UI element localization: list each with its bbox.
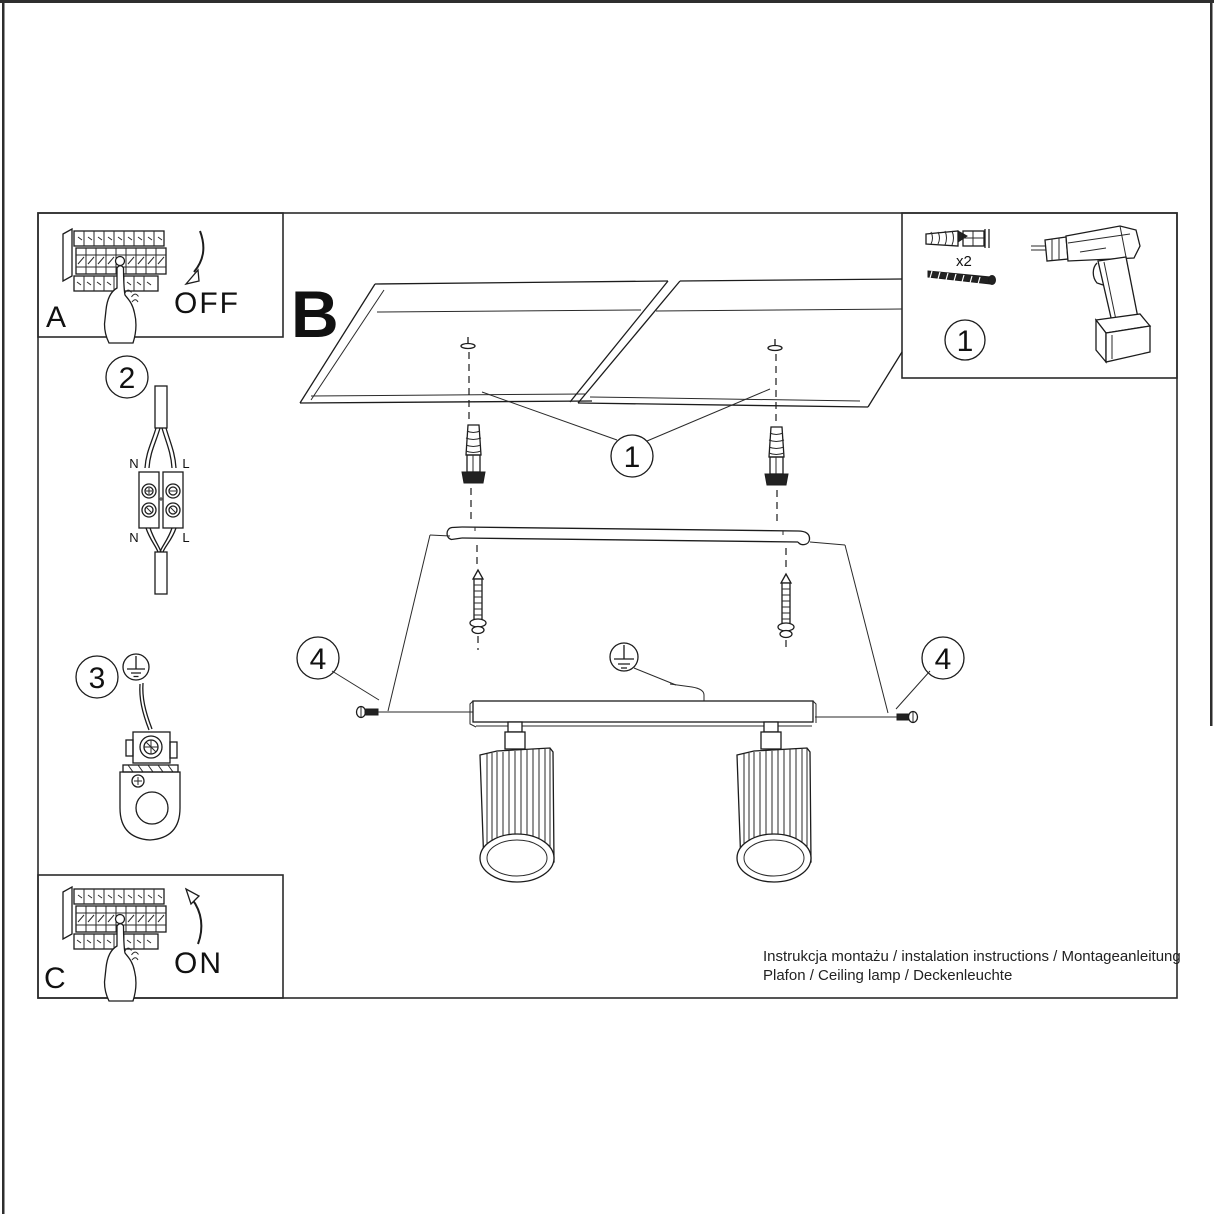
footer-line-2: Plafon / Ceiling lamp / Deckenleuchte <box>763 967 1013 984</box>
anchor-chain-left <box>462 352 486 650</box>
step-2-wiring <box>106 356 190 594</box>
lamp-head-right <box>737 722 811 882</box>
label-n-bottom: N <box>129 530 139 545</box>
parts-legend <box>926 226 1150 362</box>
callout-1 <box>482 389 770 477</box>
arrow-down-icon <box>186 231 203 284</box>
step-3-number: 3 <box>88 662 106 695</box>
anchor-quantity: x2 <box>956 253 972 270</box>
label-n-top: N <box>129 456 139 471</box>
anchor-chain-right <box>765 354 794 652</box>
side-screw-right <box>815 712 918 723</box>
step-4-number-right: 4 <box>934 643 952 676</box>
mounting-plate <box>120 765 180 840</box>
side-screw-left <box>357 707 474 718</box>
on-label: ON <box>174 947 223 980</box>
label-l-top: L <box>182 456 190 471</box>
lamp-wire <box>670 684 704 701</box>
wall-anchor-right <box>765 427 788 485</box>
step-3-grounding <box>76 654 180 840</box>
lamp-base-bar <box>473 701 813 722</box>
wall-plug-icon <box>926 229 989 248</box>
mounting-screw-right <box>778 574 794 638</box>
off-label: OFF <box>174 287 240 320</box>
lamp-ground-symbol <box>610 643 676 685</box>
step-4-number-left: 4 <box>309 643 327 676</box>
parts-step-number: 1 <box>956 325 974 358</box>
footer-text <box>763 948 1181 984</box>
wall-anchor-left <box>462 425 485 483</box>
step-2-number: 2 <box>118 362 136 395</box>
ceiling-panels <box>300 279 902 407</box>
cable-bottom <box>155 552 167 594</box>
ceiling-lamp <box>470 684 816 882</box>
main-frame <box>38 213 1177 998</box>
lamp-head-left <box>480 722 554 882</box>
step-1-number: 1 <box>623 441 641 474</box>
section-b-label: B <box>291 277 339 351</box>
arrow-up-icon <box>186 889 201 944</box>
ground-symbol-icon <box>123 654 149 680</box>
ceiling-hole-left <box>461 337 475 349</box>
label-l-bottom: L <box>182 530 190 545</box>
terminal-block <box>139 472 183 528</box>
box-c-label: C <box>44 962 66 995</box>
ground-terminal <box>126 732 177 763</box>
step-c-power-on <box>44 887 223 1001</box>
footer-line-1: Instrukcja montażu / instalation instructions / Montageanleitung <box>763 948 1181 965</box>
box-c-frame <box>38 875 283 998</box>
screw-icon <box>928 271 996 285</box>
ceiling-hole-right <box>768 339 782 351</box>
cable-top <box>155 386 167 428</box>
step-a-power-off <box>46 229 240 343</box>
mounting-bracket <box>388 527 888 713</box>
callout-4-left <box>297 637 379 700</box>
drill-icon <box>1031 226 1150 362</box>
mounting-screw-left <box>470 570 486 634</box>
box-a-label: A <box>46 301 67 334</box>
callout-4-right <box>896 637 964 709</box>
ground-wire <box>140 683 152 730</box>
